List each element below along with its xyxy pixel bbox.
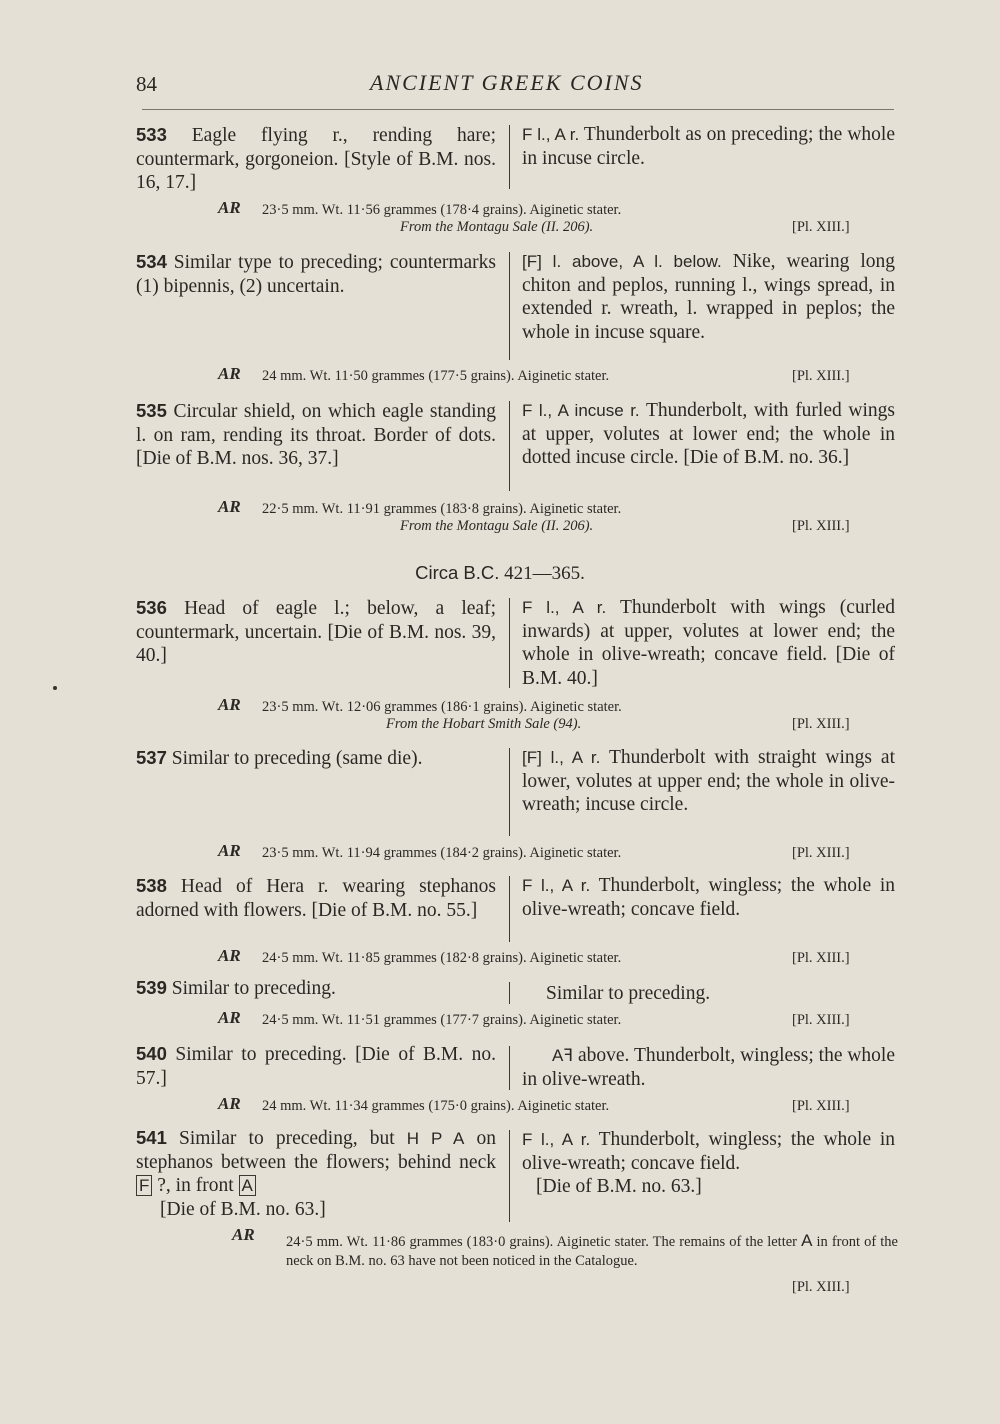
- plate-reference: [Pl. XIII.]: [792, 716, 850, 732]
- column-divider: [509, 1046, 510, 1090]
- provenance: From the Montagu Sale (II. 206).: [400, 219, 594, 235]
- coin-measurements: 24 mm. Wt. 11·34 grammes (175·0 grains). Aiginetic stater.: [262, 1098, 610, 1114]
- obverse-text: Head of Hera r. wearing stephanos adorned with flowers. [Die of B.M. no. 55.]: [136, 876, 497, 921]
- column-divider: [509, 252, 510, 360]
- coin-measurements: 23·5 mm. Wt. 12·06 grammes (186·1 grains). Aiginetic stater.: [262, 699, 622, 715]
- entry-number: 535: [136, 400, 167, 421]
- column-divider: [509, 125, 510, 189]
- coin-measurements: 22·5 mm. Wt. 11·91 grammes (183·8 grains). Aiginetic stater.: [262, 501, 622, 517]
- metal-symbol: AR: [218, 497, 241, 516]
- reverse-letters: [F] l., A r.: [522, 748, 601, 767]
- header-rule: [142, 109, 894, 110]
- metal-symbol: AR: [218, 695, 241, 714]
- metal-symbol: AR: [218, 198, 241, 217]
- obverse-description: [136, 1042, 496, 1090]
- obverse-description: [136, 596, 496, 668]
- reverse-text: Thunderbolt, wingless; the whole in olive-wreath; concave field.: [522, 875, 895, 920]
- reverse-description: [522, 1128, 895, 1199]
- reverse-text: Similar to preceding.: [546, 983, 711, 1004]
- stray-mark: [53, 686, 57, 690]
- column-divider: [509, 1130, 510, 1222]
- obverse-description: [136, 746, 496, 771]
- metal-symbol: AR: [218, 946, 241, 965]
- obverse-text: Similar to preceding. [Die of B.M. no. 57.]: [136, 1044, 497, 1089]
- obverse-text: Similar to preceding (same die).: [171, 748, 423, 769]
- column-divider: [509, 748, 510, 836]
- reverse-letters: F l., A r.: [522, 876, 591, 895]
- plate-reference: [Pl. XIII.]: [792, 950, 850, 966]
- reverse-text: Thunderbolt, wingless; the whole in olive-wreath; concave field.: [522, 1129, 895, 1174]
- reverse-letters: Αꟻ: [552, 1046, 574, 1065]
- reverse-letters: F l., A r.: [522, 598, 607, 617]
- period-years: 421—365.: [499, 563, 585, 584]
- reverse-letters: F l., A incuse r.: [522, 401, 640, 420]
- plate-reference: [Pl. XIII.]: [792, 219, 850, 235]
- stephanos-letters: H P A: [406, 1129, 465, 1148]
- reverse-letters: [F] l. above, A l. below.: [522, 252, 722, 271]
- provenance: From the Montagu Sale (II. 206).: [400, 518, 594, 534]
- reverse-description: [522, 399, 895, 470]
- reverse-description: [546, 982, 886, 1006]
- obverse-die: [Die of B.M. no. 63.]: [160, 1198, 326, 1220]
- reverse-text: Thunderbolt as on preceding; the whole in incuse circle.: [522, 124, 895, 169]
- entry-number: 533: [136, 124, 167, 145]
- provenance: From the Hobart Smith Sale (94).: [386, 716, 582, 732]
- plate-reference: [Pl. XIII.]: [792, 845, 850, 861]
- note-text: in front of the neck on B.M. no. 63 have not been noticed in the Catalogue.: [286, 1234, 898, 1269]
- plate-reference: [Pl. XIII.]: [792, 1279, 850, 1295]
- metal-symbol: AR: [218, 364, 241, 383]
- obverse-description: [136, 976, 496, 1001]
- obverse-description: [136, 250, 496, 298]
- plate-reference: [Pl. XIII.]: [792, 518, 850, 534]
- reverse-die: [Die of B.M. no. 63.]: [536, 1176, 702, 1197]
- entry-number: 537: [136, 747, 167, 768]
- reverse-text: Nike, wearing long chiton and peplos, running l., wings spread, in extended r. wreath, l. wrapped in peplos; the whole in incuse square.: [522, 251, 895, 343]
- obverse-text: Head of eagle l.; below, a leaf; countermark, uncertain. [Die of B.M. nos. 39, 40.]: [136, 598, 497, 666]
- column-divider: [509, 982, 510, 1004]
- reverse-description: [522, 250, 895, 344]
- metal-symbol: AR: [232, 1225, 255, 1244]
- coin-measurements: 23·5 mm. Wt. 11·56 grammes (178·4 grains). Aiginetic stater.: [262, 202, 622, 218]
- column-divider: [509, 401, 510, 491]
- metal-symbol: AR: [218, 841, 241, 860]
- obverse-description: [136, 123, 496, 195]
- reverse-letters: F l., A r.: [522, 1130, 591, 1149]
- entry-number: 538: [136, 875, 167, 896]
- coin-note-541: [286, 1231, 898, 1271]
- column-divider: [509, 598, 510, 688]
- obverse-text: on stephanos between the flowers; behind neck: [136, 1128, 497, 1173]
- entry-number: 534: [136, 251, 167, 272]
- note-letter: A: [801, 1231, 813, 1250]
- reverse-description: [522, 596, 895, 690]
- coin-measurements: 24·5 mm. Wt. 11·85 grammes (182·8 grains). Aiginetic stater.: [262, 950, 622, 966]
- period-heading: [0, 562, 1000, 585]
- reverse-description: [522, 874, 895, 921]
- boxed-letter: A: [239, 1175, 256, 1196]
- reverse-text: above. Thunderbolt, wingless; the whole in olive-wreath.: [522, 1045, 895, 1090]
- column-divider: [509, 876, 510, 942]
- obverse-text: Similar to preceding, but: [179, 1128, 407, 1149]
- obverse-text: Circular shield, on which eagle standing l. on ram, rending its throat. Border of dots. [Die of B.M. nos. 36, 37.]: [136, 401, 497, 469]
- entry-number: 540: [136, 1043, 167, 1064]
- coin-measurements: 24 mm. Wt. 11·50 grammes (177·5 grains). Aiginetic stater.: [262, 368, 610, 384]
- reverse-description: [522, 1044, 895, 1091]
- entry-number: 539: [136, 977, 167, 998]
- note-text: 24·5 mm. Wt. 11·86 grammes (183·0 grains). Aiginetic stater. The remains of the letter: [286, 1234, 802, 1250]
- obverse-text: Similar to preceding.: [171, 978, 336, 999]
- plate-reference: [Pl. XIII.]: [792, 368, 850, 384]
- reverse-text: Thunderbolt, with furled wings at upper, volutes at lower end; the whole in dotted incuse circle. [Die of B.M. no. 36.]: [522, 400, 895, 468]
- reverse-text: Thunderbolt with straight wings at lower, volutes at upper end; the whole in olive-wreath; incuse circle.: [522, 747, 895, 815]
- obverse-text: Eagle flying r., rending hare; countermark, gorgoneion. [Style of B.M. nos. 16, 17.]: [136, 125, 496, 193]
- metal-symbol: AR: [218, 1094, 241, 1113]
- running-title: ANCIENT GREEK COINS: [370, 70, 644, 95]
- boxed-letter: F: [136, 1175, 152, 1196]
- reverse-description: [522, 123, 895, 170]
- coin-measurements: 24·5 mm. Wt. 11·51 grammes (177·7 grains). Aiginetic stater.: [262, 1012, 622, 1028]
- entry-number: 541: [136, 1127, 167, 1148]
- plate-reference: [Pl. XIII.]: [792, 1012, 850, 1028]
- entry-number: 536: [136, 597, 167, 618]
- reverse-description: [522, 746, 895, 817]
- obverse-text: ?, in front: [152, 1175, 239, 1196]
- coin-measurements: 23·5 mm. Wt. 11·94 grammes (184·2 grains). Aiginetic stater.: [262, 845, 622, 861]
- page-number: 84: [136, 72, 157, 96]
- obverse-text: Similar type to preceding; countermarks (1) bipennis, (2) uncertain.: [136, 252, 497, 297]
- obverse-description: [136, 874, 496, 922]
- reverse-text: Thunderbolt with wings (curled inwards) at upper, volutes at lower end; the whole in olive-wreath; concave field. [Die of B.M. 40.]: [522, 597, 896, 689]
- metal-symbol: AR: [218, 1008, 241, 1027]
- obverse-description: [136, 399, 496, 471]
- reverse-letters: F l., A r.: [522, 125, 580, 144]
- plate-reference: [Pl. XIII.]: [792, 1098, 850, 1114]
- period-prefix: Circa B.C.: [415, 562, 500, 583]
- obverse-description: [136, 1126, 496, 1221]
